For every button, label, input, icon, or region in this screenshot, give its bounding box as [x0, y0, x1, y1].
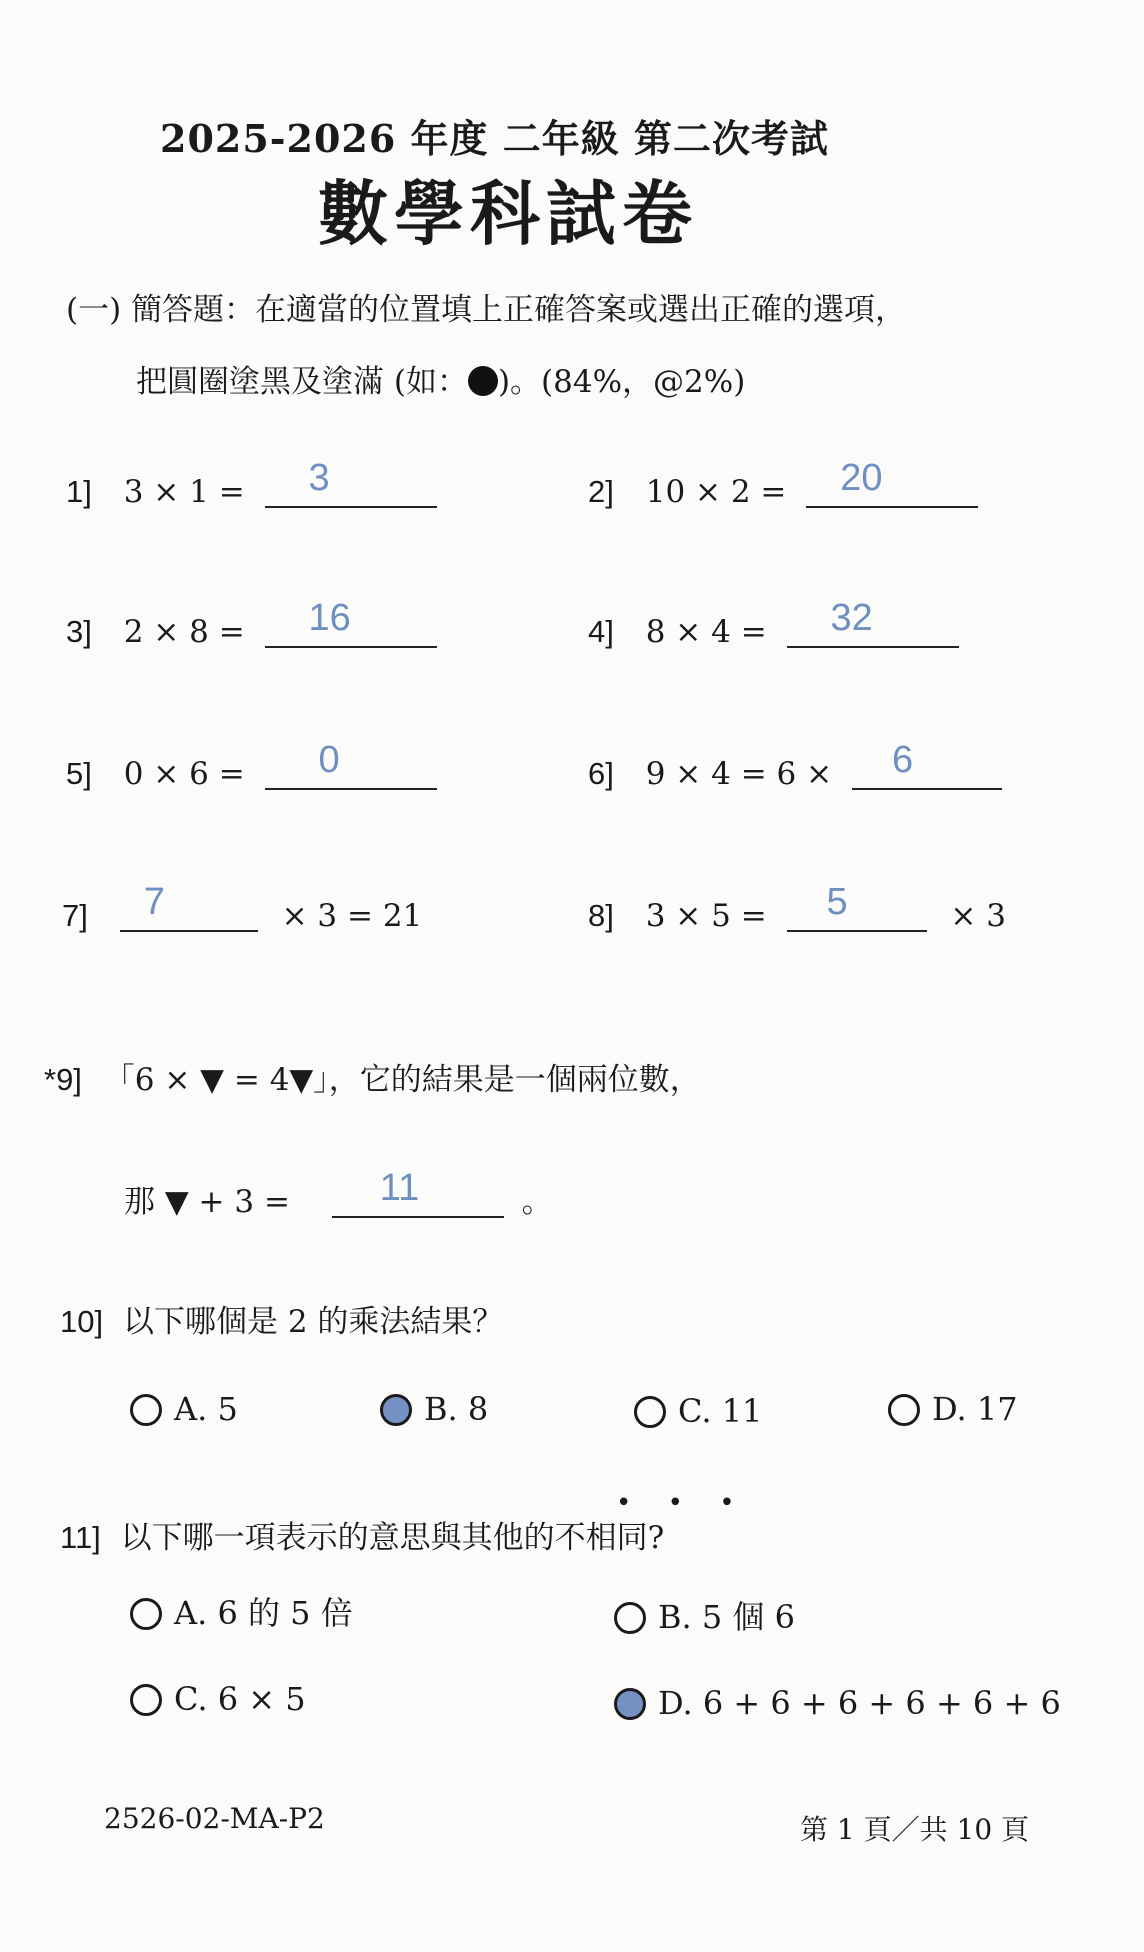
emphasis-dots: • • • — [616, 1488, 749, 1518]
option-label: A. 5 — [174, 1390, 238, 1428]
handwritten-answer: 11 — [379, 1167, 420, 1209]
instruction-text: 把圓圈塗黑及塗滿 (如： — [136, 364, 468, 400]
option-a[interactable] — [130, 1588, 353, 1634]
question-number: 2] — [588, 474, 614, 509]
question-expression: × 3 = 21 — [281, 898, 423, 934]
question-text: 「6 × ▼ = 4▼」，它的結果是一個兩位數， — [103, 1062, 701, 1098]
question-expression: 3 × 1 = — [123, 474, 245, 510]
question-8 — [588, 881, 1006, 934]
option-label: A. 6 的 5 倍 — [174, 1594, 353, 1632]
answer-blank[interactable] — [787, 881, 927, 932]
question-5 — [66, 739, 437, 792]
option-d[interactable] — [614, 1684, 1061, 1722]
question-expression: 3 × 5 = — [645, 898, 767, 934]
question-expression: 那 ▼ + 3 = — [124, 1184, 290, 1220]
radio-circle-icon[interactable] — [130, 1598, 162, 1630]
answer-blank[interactable] — [332, 1167, 504, 1218]
answer-blank[interactable] — [265, 597, 437, 648]
paper-code: 2526-02-MA-P2 — [104, 1802, 325, 1835]
answer-blank[interactable] — [265, 739, 437, 790]
option-d[interactable] — [888, 1390, 1018, 1428]
radio-circle-icon[interactable] — [634, 1396, 666, 1428]
handwritten-answer: 32 — [830, 597, 873, 639]
question-number: 10] — [60, 1304, 104, 1339]
question-expression: 10 × 2 = — [645, 474, 787, 510]
radio-circle-icon[interactable] — [130, 1684, 162, 1716]
option-label: D. 17 — [932, 1390, 1018, 1428]
question-number: *9] — [44, 1062, 82, 1097]
handwritten-answer: 7 — [143, 881, 165, 923]
question-text: 以下哪一項表示的意思與其他的 — [120, 1520, 555, 1556]
question-expression-after: × 3 — [950, 898, 1006, 934]
option-b[interactable] — [380, 1390, 488, 1428]
handwritten-answer: 6 — [891, 739, 914, 781]
radio-circle-icon[interactable] — [614, 1602, 646, 1634]
question-4 — [588, 597, 959, 650]
answer-blank[interactable] — [120, 881, 258, 932]
question-end-mark: 。 — [521, 1184, 553, 1220]
option-c[interactable] — [130, 1680, 306, 1718]
question-11 — [60, 1512, 664, 1557]
emphasized-text: 不相同 — [554, 1520, 648, 1556]
option-b[interactable] — [614, 1592, 795, 1638]
option-label: B. 8 — [424, 1390, 489, 1428]
page-number: 第 1 頁／共 10 頁 — [800, 1813, 1030, 1846]
handwritten-answer: 5 — [826, 881, 848, 923]
question-9 — [44, 1054, 701, 1099]
answer-blank[interactable] — [806, 457, 978, 508]
option-label: B. 5 個 6 — [658, 1598, 795, 1636]
question-expression: 2 × 8 = — [123, 614, 245, 650]
answer-blank[interactable] — [265, 457, 437, 508]
question-9-line-2 — [124, 1167, 553, 1221]
handwritten-answer: 16 — [308, 597, 351, 639]
instruction-line-2 — [136, 356, 745, 401]
answer-blank[interactable] — [852, 739, 1002, 790]
question-expression: 8 × 4 = — [645, 614, 767, 650]
filled-radio-circle-icon[interactable] — [380, 1394, 412, 1426]
instruction-line-1: 簡答題：在適當的位置填上正確答案或選出正確的選項， — [131, 292, 907, 328]
option-c[interactable] — [634, 1392, 762, 1430]
question-1 — [66, 457, 437, 510]
option-label: C. 6 × 5 — [174, 1680, 306, 1718]
question-6 — [588, 739, 1002, 792]
filled-circle-icon — [468, 366, 498, 396]
question-number: 5] — [66, 756, 92, 791]
paper-title: 數學科試卷 — [318, 172, 698, 255]
instruction-marks: )。(84%，@2%) — [497, 364, 746, 400]
question-7 — [62, 881, 423, 934]
question-mark: ? — [647, 1520, 665, 1556]
handwritten-answer: 0 — [318, 739, 340, 781]
question-10 — [60, 1296, 503, 1341]
question-number: 4] — [588, 614, 614, 649]
answer-blank[interactable] — [787, 597, 959, 648]
question-text: 以下哪個是 2 的乘法結果？ — [122, 1304, 504, 1340]
question-expression: 9 × 4 = 6 × — [645, 756, 833, 792]
question-number: 11] — [60, 1520, 101, 1555]
question-number: 8] — [588, 898, 614, 933]
question-number: 7] — [62, 898, 88, 933]
section-instruction — [66, 284, 906, 329]
section-label: (一) — [66, 292, 122, 328]
question-number: 1] — [66, 474, 92, 509]
handwritten-answer: 20 — [840, 457, 883, 499]
question-expression: 0 × 6 = — [123, 756, 245, 792]
option-label: C. 11 — [678, 1392, 763, 1430]
option-a[interactable] — [130, 1390, 238, 1428]
option-label: D. 6 + 6 + 6 + 6 + 6 + 6 — [658, 1684, 1061, 1722]
exam-header: 2025-2026 年度 二年級 第二次考試 — [160, 116, 829, 161]
question-number: 6] — [588, 756, 614, 791]
question-3 — [66, 597, 437, 650]
question-number: 3] — [66, 614, 92, 649]
filled-radio-circle-icon[interactable] — [614, 1688, 646, 1720]
handwritten-answer: 3 — [308, 457, 330, 499]
radio-circle-icon[interactable] — [130, 1394, 162, 1426]
question-2 — [588, 457, 978, 510]
radio-circle-icon[interactable] — [888, 1394, 920, 1426]
